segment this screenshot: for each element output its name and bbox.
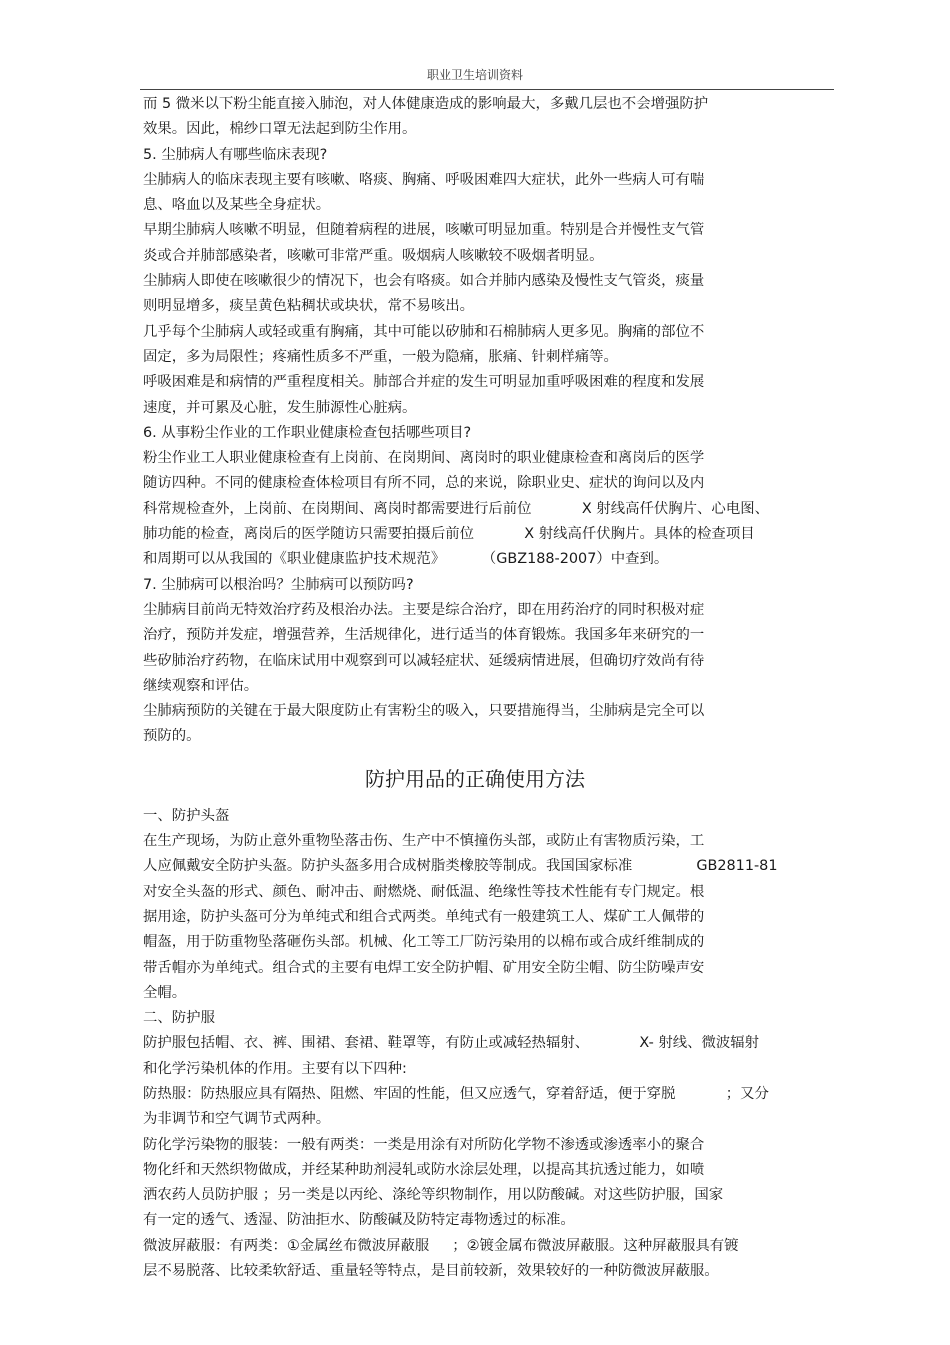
text-line: 防热服：防热服应具有隔热、阻燃、牢固的性能，但又应透气，穿着舒适，便于穿脱 ；又分 — [143, 1085, 769, 1102]
text-line: 带舌帽亦为单纯式。组合式的主要有电焊工安全防护帽、矿用安全防尘帽、防尘防噪声安 — [143, 959, 705, 976]
text-line: 对安全头盔的形式、颜色、耐冲击、耐燃烧、耐低温、绝缘性等技术性能有专门规定。根 — [143, 883, 705, 900]
text-line: 有一定的透气、透湿、防油拒水、防酸碱及防特定毒物透过的标准。 — [143, 1212, 575, 1229]
text-line: 治疗，预防并发症，增强营养，生活规律化，进行适当的体育锻炼。我国多年来研究的一 — [143, 627, 705, 644]
text-line: 效果。因此，棉纱口罩无法起到防尘作用。 — [143, 121, 417, 138]
text-line: 防护服包括帽、衣、裤、围裙、套裙、鞋罩等，有防止或减轻热辐射、 X- 射线、微波辐射 — [143, 1035, 760, 1052]
text-line: 二、防护服 — [143, 1010, 215, 1027]
text-line: 则明显增多，痰呈黄色粘稠状或块状，常不易咳出。 — [143, 298, 474, 315]
text-line: 预防的。 — [143, 728, 201, 745]
text-line: 全帽。 — [143, 984, 187, 1001]
text-line: 而 5 微米以下粉尘能直接入肺泡，对人体健康造成的影响最大，多戴几层也不会增强防护 — [143, 96, 709, 112]
text-line: 尘肺病目前尚无特效治疗药及根治办法。主要是综合治疗，即在用药治疗的同时积极对症 — [143, 601, 705, 618]
text-block-bottom — [143, 804, 843, 1285]
text-line: 炎或合并肺部感染者，咳嗽可非常严重。吸烟病人咳嗽较不吸烟者明显。 — [143, 247, 604, 264]
document-body — [143, 92, 843, 1284]
text-line: 几乎每个尘肺病人或轻或重有胸痛，其中可能以矽肺和石棉肺病人更多见。胸痛的部位不 — [143, 323, 705, 340]
text-line: 随访四种。不同的健康检查体检项目有所不同，总的来说，除职业史、症状的询问以及内 — [143, 475, 705, 492]
text-line: 肺功能的检查，离岗后的医学随访只需要拍摄后前位 X 射线高仟伏胸片。具体的检查项目 — [143, 526, 755, 543]
text-line: 速度，并可累及心脏，发生肺源性心脏病。 — [143, 399, 417, 416]
text-line: 7. 尘肺病可以根治吗？尘肺病可以预防吗? — [143, 576, 414, 593]
text-block-top — [143, 92, 843, 750]
text-line: 粉尘作业工人职业健康检查有上岗前、在岗期间、离岗时的职业健康检查和离岗后的医学 — [143, 450, 705, 467]
header-rule — [140, 89, 834, 90]
text-line: 层不易脱落、比较柔软舒适、重量轻等特点，是目前较新，效果较好的一种防微波屏蔽服。 — [143, 1263, 719, 1280]
page-header: 职业卫生培训资料 — [426, 68, 523, 82]
text-line: 尘肺病人即使在咳嗽很少的情况下，也会有咯痰。如合并肺内感染及慢性支气管炎，痰量 — [143, 273, 705, 290]
text-line: 洒农药人员防护服 ；另一类是以丙纶、涤纶等织物制作，用以防酸碱。对这些防护服，国家 — [143, 1187, 724, 1204]
text-line: 尘肺病人的临床表现主要有咳嗽、咯痰、胸痛、呼吸困难四大症状，此外一些病人可有喘 — [143, 171, 705, 188]
text-line: 息、咯血以及某些全身症状。 — [143, 197, 331, 214]
text-line: 固定，多为局限性；疼痛性质多不严重，一般为隐痛，胀痛、针刺样痛等。 — [143, 348, 618, 365]
text-line: 和周期可以从我国的《职业健康监护技术规范》 （GBZ188-2007）中查到。 — [143, 551, 669, 568]
text-line: 帽盔，用于防重物坠落砸伤头部。机械、化工等工厂防污染用的以棉布或合成纤维制成的 — [143, 934, 705, 951]
text-line: 5. 尘肺病人有哪些临床表现? — [143, 146, 328, 163]
text-line: 呼吸困难是和病情的严重程度相关。肺部合并症的发生可明显加重呼吸困难的程度和发展 — [143, 374, 705, 391]
section-title: 防护用品的正确使用方法 — [365, 766, 585, 791]
text-line: 在生产现场，为防止意外重物坠落击伤、生产中不慎撞伤头部，或防止有害物质污染，工 — [143, 833, 705, 850]
text-line: 6. 从事粉尘作业的工作职业健康检查包括哪些项目? — [143, 424, 472, 441]
text-line: 据用途，防护头盔可分为单纯式和组合式两类。单纯式有一般建筑工人、煤矿工人佩带的 — [143, 908, 705, 925]
text-line: 一、防护头盔 — [143, 807, 230, 824]
text-line: 早期尘肺病人咳嗽不明显，但随着病程的进展，咳嗽可明显加重。特别是合并慢性支气管 — [143, 222, 705, 239]
text-line: 继续观察和评估。 — [143, 677, 259, 694]
text-line: 尘肺病预防的关键在于最大限度防止有害粉尘的吸入，只要措施得当，尘肺病是完全可以 — [143, 703, 705, 720]
text-line: 防化学污染物的服装：一般有两类：一类是用涂有对所防化学物不渗透或渗透率小的聚合 — [143, 1136, 705, 1153]
text-line: 和化学污染机体的作用。主要有以下四种: — [143, 1060, 407, 1077]
text-line: 物化纤和天然织物做成，并经某种助剂浸轧或防水涂层处理，以提高其抗透过能力，如喷 — [143, 1161, 705, 1178]
text-line: 微波屏蔽服：有两类：①金属丝布微波屏蔽服 ；②镀金属布微波屏蔽服。这种屏蔽服具有镀 — [143, 1237, 739, 1254]
text-line: 为非调节和空气调节式两种。 — [143, 1111, 331, 1128]
text-line: 科常规检查外，上岗前、在岗期间、离岗时都需要进行后前位 X 射线高仟伏胸片、心电图、 — [143, 500, 769, 517]
text-line: 人应佩戴安全防护头盔。防护头盔多用合成树脂类橡胶等制成。我国国家标准 GB2811-81 — [143, 858, 778, 875]
text-line: 些矽肺治疗药物，在临床试用中观察到可以减轻症状、延缓病情进展，但确切疗效尚有待 — [143, 652, 705, 669]
